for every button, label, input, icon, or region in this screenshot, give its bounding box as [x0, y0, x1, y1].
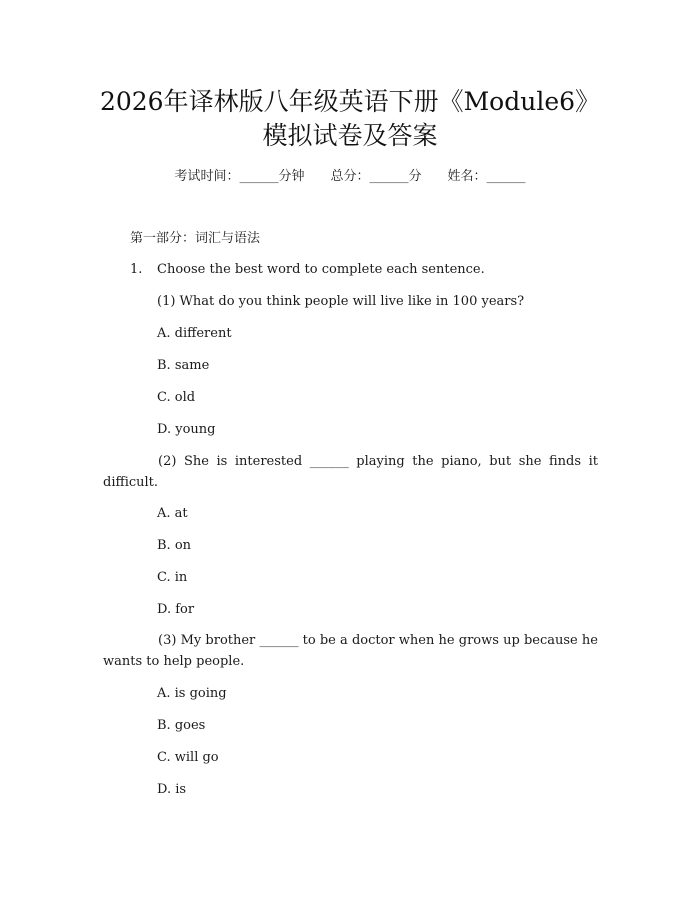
exam-meta: [0, 168, 700, 186]
question-stem-3: (3) My brother ______ to be a doctor when he grows up because he wants to help people.: [103, 633, 598, 669]
exam-name: 姓名：______: [447, 169, 526, 184]
option-2c: C. in: [157, 570, 188, 585]
option-2d: D. for: [157, 602, 195, 617]
question-stem-1: (1) What do you think people will live like in 100 years?: [157, 294, 525, 309]
option-1a: A. different: [157, 326, 232, 341]
question-stem-2: (2) She is interested ______ playing the piano, but she finds it difficult.: [103, 454, 598, 490]
option-3b: B. goes: [157, 718, 206, 733]
document-title-line-1: 2026年译林版八年级英语下册《Module6》: [99, 87, 601, 116]
option-1c: C. old: [157, 390, 196, 405]
option-1d: D. young: [157, 422, 216, 437]
document-title-line-2: 模拟试卷及答案: [262, 121, 438, 150]
question-number: 1.: [130, 262, 143, 277]
exam-time: 考试时间：______分钟: [174, 169, 305, 184]
exam-score: 总分：______分: [330, 169, 422, 184]
option-3d: D. is: [157, 782, 187, 797]
option-3a: A. is going: [157, 686, 227, 701]
option-2b: B. on: [157, 538, 192, 553]
section-heading: 第一部分：词汇与语法: [130, 231, 261, 246]
question-instruction: Choose the best word to complete each sentence.: [157, 262, 485, 277]
option-1b: B. same: [157, 358, 210, 373]
option-2a: A. at: [157, 506, 188, 521]
option-3c: C. will go: [157, 750, 219, 765]
